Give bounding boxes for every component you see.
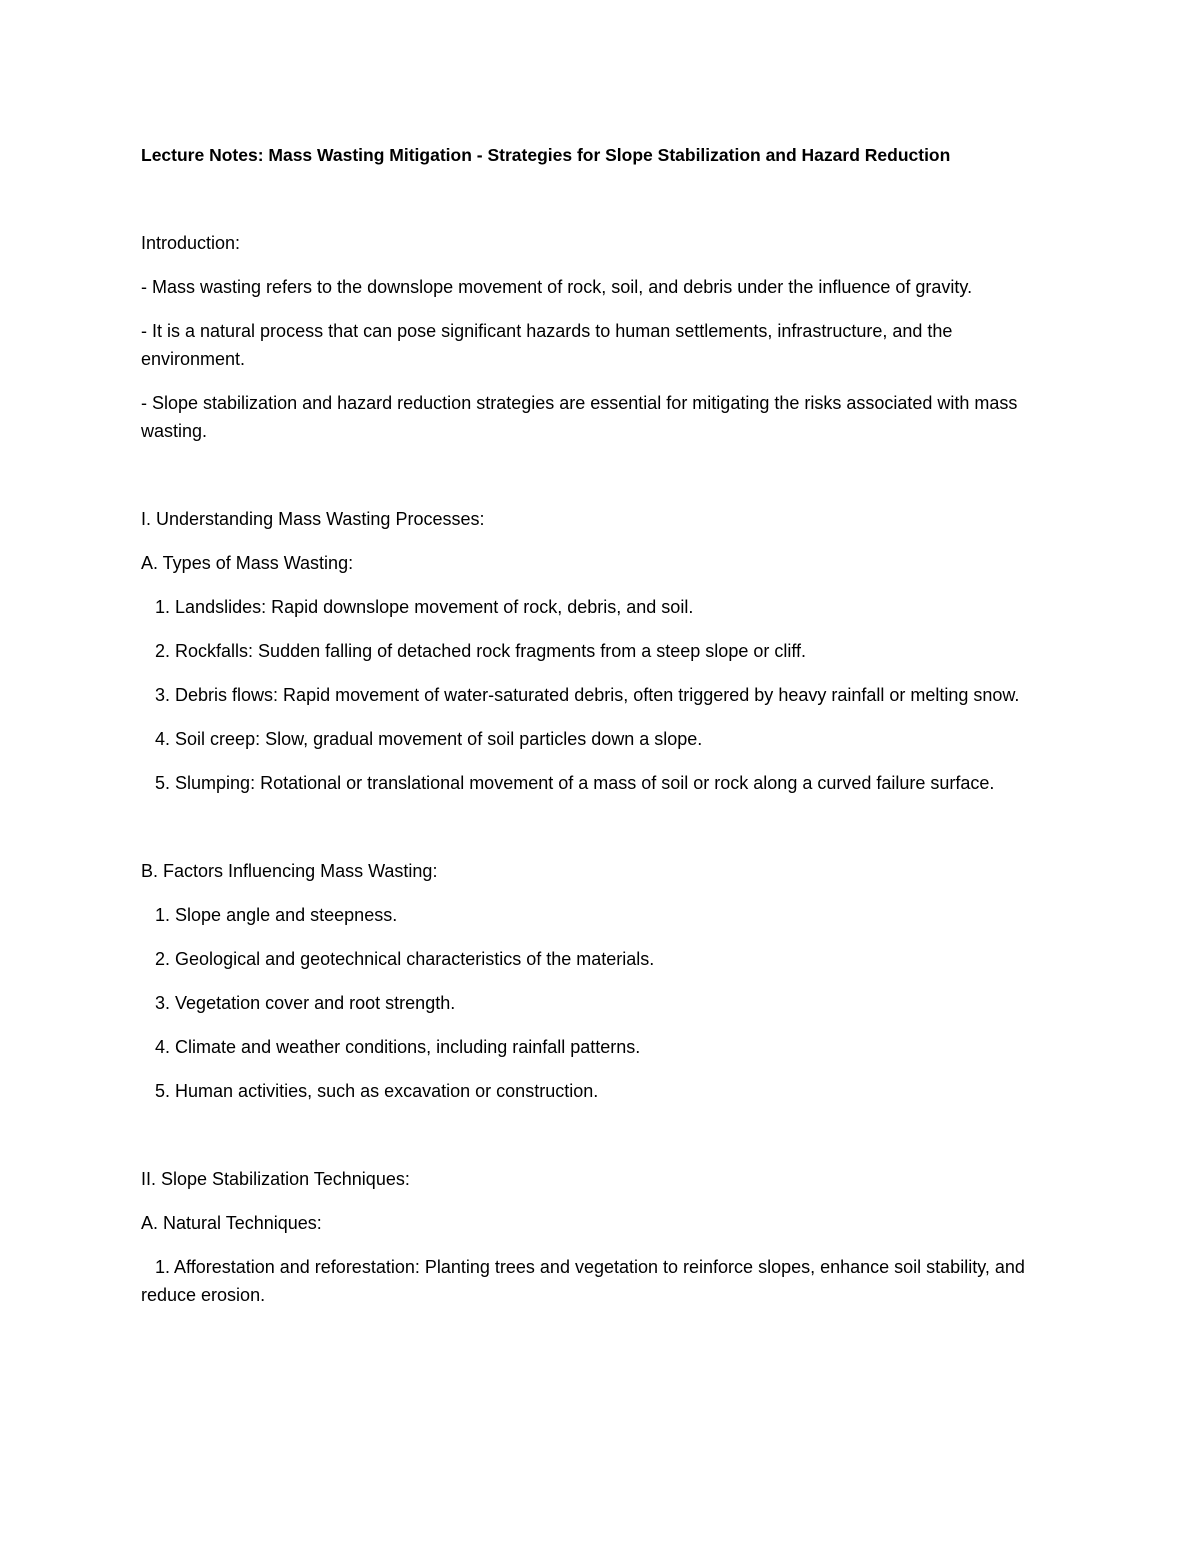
intro-point: - Slope stabilization and hazard reduction strategies are essential for mitigating the risks associated with mass wasting. bbox=[141, 393, 1018, 441]
list-item-text: Rockfalls: Sudden falling of detached rock fragments from a steep slope or cliff. bbox=[175, 641, 807, 661]
list-item-number: 3. bbox=[155, 685, 171, 705]
list-item bbox=[141, 593, 1061, 621]
list-item bbox=[141, 725, 1061, 753]
section-2a-heading: A. Natural Techniques: bbox=[141, 1213, 322, 1233]
list-item bbox=[141, 681, 1061, 709]
list-item bbox=[141, 769, 1061, 797]
list-item-text: Human activities, such as excavation or construction. bbox=[175, 1081, 599, 1101]
document-title: Lecture Notes: Mass Wasting Mitigation - Strategies for Slope Stabilization and Hazard Reduction bbox=[141, 145, 951, 165]
list-item-number: 5. bbox=[155, 773, 171, 793]
list-item-text: Vegetation cover and root strength. bbox=[175, 993, 456, 1013]
list-item-text: Soil creep: Slow, gradual movement of soil particles down a slope. bbox=[175, 729, 703, 749]
list-item-number: 4. bbox=[155, 1037, 171, 1057]
list-item-number: 5. bbox=[155, 1081, 171, 1101]
document-body bbox=[141, 141, 1061, 1325]
list-item-text: Climate and weather conditions, including rainfall patterns. bbox=[175, 1037, 641, 1057]
list-item-number: 1. bbox=[155, 597, 171, 617]
list-item bbox=[141, 989, 1061, 1017]
section-1b-heading: B. Factors Influencing Mass Wasting: bbox=[141, 861, 438, 881]
list-item bbox=[141, 1077, 1061, 1105]
list-item-number: 3. bbox=[155, 993, 171, 1013]
list-item-text: Landslides: Rapid downslope movement of rock, debris, and soil. bbox=[175, 597, 694, 617]
list-item-number: 4. bbox=[155, 729, 171, 749]
list-item-text: Debris flows: Rapid movement of water-saturated debris, often triggered by heavy rainfall or melting snow. bbox=[175, 685, 1020, 705]
list-item bbox=[141, 945, 1061, 973]
list-item-number: 1. bbox=[155, 1257, 171, 1277]
list-item bbox=[141, 1253, 1061, 1309]
list-item-text: Geological and geotechnical characteristics of the materials. bbox=[175, 949, 655, 969]
list-item bbox=[141, 1033, 1061, 1061]
list-item bbox=[141, 901, 1061, 929]
introduction-heading: Introduction: bbox=[141, 233, 241, 253]
intro-point: - Mass wasting refers to the downslope movement of rock, soil, and debris under the influence of gravity. bbox=[141, 277, 973, 297]
list-item bbox=[141, 637, 1061, 665]
list-item-text: Afforestation and reforestation: Planting trees and vegetation to reinforce slopes, enhance soil stability, and reduce erosion. bbox=[141, 1257, 1025, 1305]
list-item-number: 1. bbox=[155, 905, 171, 925]
list-item-number: 2. bbox=[155, 949, 171, 969]
list-item-text: Slope angle and steepness. bbox=[175, 905, 398, 925]
section-1-heading: I. Understanding Mass Wasting Processes: bbox=[141, 509, 485, 529]
list-item-text: Slumping: Rotational or translational movement of a mass of soil or rock along a curved failure surface. bbox=[175, 773, 995, 793]
section-1a-heading: A. Types of Mass Wasting: bbox=[141, 553, 354, 573]
intro-point: - It is a natural process that can pose significant hazards to human settlements, infrastructure, and the environment. bbox=[141, 321, 953, 369]
list-item-number: 2. bbox=[155, 641, 171, 661]
section-2-heading: II. Slope Stabilization Techniques: bbox=[141, 1169, 410, 1189]
